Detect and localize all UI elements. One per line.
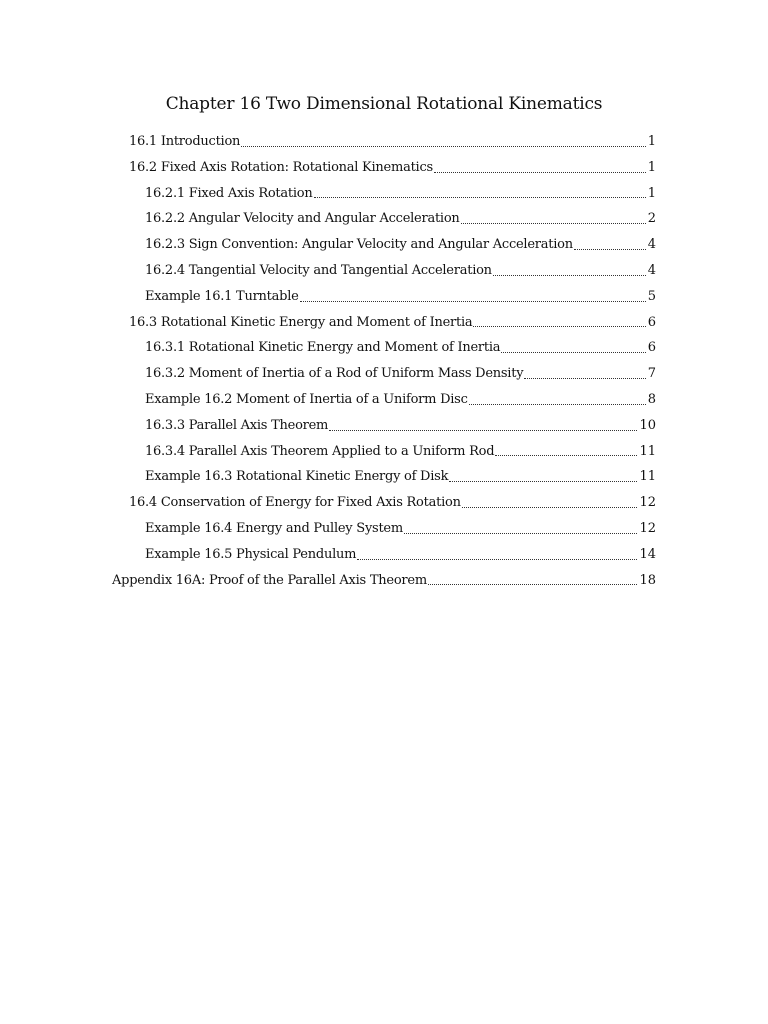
toc-entry-label: 16.1 Introduction bbox=[129, 134, 241, 149]
dot-leader bbox=[449, 470, 637, 484]
toc-entry[interactable] bbox=[0, 155, 656, 181]
toc-entry-page-number: 14 bbox=[639, 546, 656, 562]
toc-entry[interactable] bbox=[0, 284, 656, 310]
dot-leader bbox=[462, 496, 638, 510]
toc-entry[interactable] bbox=[0, 206, 656, 232]
toc-entry-page-number: 12 bbox=[639, 495, 656, 511]
toc-entry[interactable] bbox=[0, 310, 656, 336]
toc-entry-page-number: 7 bbox=[647, 366, 656, 382]
dot-leader bbox=[501, 341, 645, 355]
toc-entry-label: Example 16.4 Energy and Pulley System bbox=[145, 520, 403, 536]
dot-leader bbox=[493, 264, 646, 278]
dot-leader bbox=[434, 161, 646, 175]
toc-entry[interactable] bbox=[0, 181, 656, 207]
toc-entry[interactable] bbox=[0, 232, 656, 258]
toc-entry-label: 16.2.1 Fixed Axis Rotation bbox=[145, 185, 313, 201]
toc-entry-page-number: 1 bbox=[647, 159, 656, 175]
toc-entry-page-number: 11 bbox=[639, 443, 656, 459]
toc-entry[interactable] bbox=[0, 361, 656, 387]
toc-entry-label: Example 16.2 Moment of Inertia of a Uniform Disc bbox=[145, 391, 468, 407]
toc-entry-page-number: 12 bbox=[639, 520, 656, 536]
dot-leader bbox=[357, 548, 637, 562]
toc-entry-page-number: 5 bbox=[647, 288, 656, 304]
dot-leader bbox=[428, 573, 638, 587]
dot-leader bbox=[524, 367, 645, 381]
toc-entry-label: 16.2.2 Angular Velocity and Angular Acceleration bbox=[145, 211, 460, 227]
toc-entry-page-number: 1 bbox=[647, 134, 656, 149]
toc-entry[interactable] bbox=[0, 387, 656, 413]
dot-leader bbox=[241, 135, 646, 149]
toc-entry-page-number: 6 bbox=[647, 314, 656, 330]
toc-entry-page-number: 11 bbox=[639, 469, 656, 485]
toc-entry-page-number: 10 bbox=[639, 417, 656, 433]
toc-entry-page-number: 4 bbox=[647, 262, 656, 278]
toc-entry[interactable] bbox=[0, 464, 656, 490]
toc-entry-label: 16.3 Rotational Kinetic Energy and Moment of Inertia bbox=[129, 314, 473, 330]
toc-entry[interactable] bbox=[0, 129, 656, 155]
toc-entry-label: 16.2.3 Sign Convention: Angular Velocity and Angular Acceleration bbox=[145, 237, 573, 253]
toc-entry-label: Example 16.5 Physical Pendulum bbox=[145, 546, 357, 562]
toc-entry-page-number: 2 bbox=[647, 211, 656, 227]
toc-entry[interactable] bbox=[0, 490, 656, 516]
table-of-contents bbox=[0, 129, 768, 593]
dot-leader bbox=[574, 238, 646, 252]
toc-entry-label: Example 16.3 Rotational Kinetic Energy of Disk bbox=[145, 469, 449, 485]
toc-entry-label: 16.3.2 Moment of Inertia of a Rod of Uniform Mass Density bbox=[145, 366, 524, 382]
toc-entry[interactable] bbox=[0, 516, 656, 542]
toc-entry-label: Appendix 16A: Proof of the Parallel Axis Theorem bbox=[112, 572, 427, 588]
toc-entry[interactable] bbox=[0, 439, 656, 465]
dot-leader bbox=[495, 444, 637, 458]
toc-entry-page-number: 1 bbox=[647, 185, 656, 201]
toc-entry-label: 16.3.3 Parallel Axis Theorem bbox=[145, 417, 329, 433]
toc-entry[interactable] bbox=[0, 335, 656, 361]
toc-entry-page-number: 8 bbox=[647, 391, 656, 407]
toc-entry-label: Example 16.1 Turntable bbox=[145, 288, 299, 304]
dot-leader bbox=[314, 186, 646, 200]
toc-entry-page-number: 18 bbox=[639, 572, 656, 588]
toc-entry-label: 16.3.4 Parallel Axis Theorem Applied to a Uniform Rod bbox=[145, 443, 495, 459]
dot-leader bbox=[473, 315, 645, 329]
chapter-title: Chapter 16 Two Dimensional Rotational Kinematics bbox=[165, 94, 603, 114]
toc-entry[interactable] bbox=[0, 413, 656, 439]
toc-entry[interactable] bbox=[0, 258, 656, 284]
toc-entry-page-number: 4 bbox=[647, 237, 656, 253]
toc-entry-label: 16.2 Fixed Axis Rotation: Rotational Kinematics bbox=[129, 159, 433, 175]
toc-entry-page-number: 6 bbox=[647, 340, 656, 356]
toc-entry[interactable] bbox=[0, 568, 656, 594]
dot-leader bbox=[461, 212, 646, 226]
dot-leader bbox=[469, 393, 646, 407]
toc-entry-label: 16.4 Conservation of Energy for Fixed Axis Rotation bbox=[129, 495, 461, 511]
dot-leader bbox=[329, 419, 637, 433]
toc-entry-label: 16.3.1 Rotational Kinetic Energy and Moment of Inertia bbox=[145, 340, 501, 356]
toc-entry[interactable] bbox=[0, 542, 656, 568]
toc-entry-label: 16.2.4 Tangential Velocity and Tangential Acceleration bbox=[145, 262, 492, 278]
dot-leader bbox=[404, 522, 638, 536]
dot-leader bbox=[300, 290, 646, 304]
